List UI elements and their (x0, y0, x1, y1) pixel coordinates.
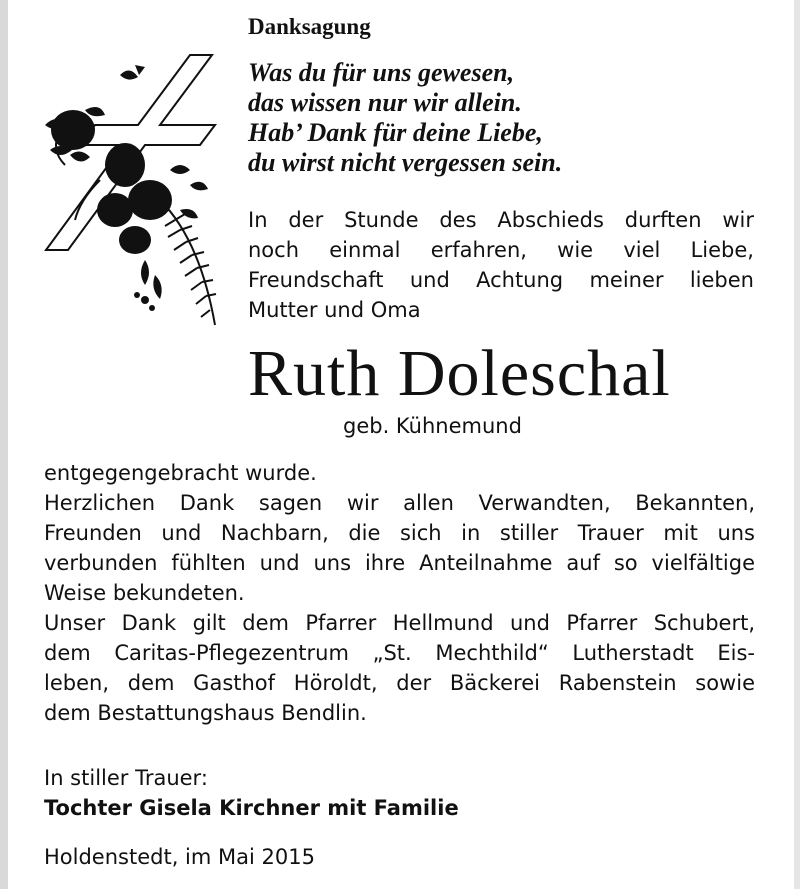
body-line: leben, dem Gasthof Höroldt, der Bäckerei Rabenstein sowie (44, 671, 755, 695)
right-border (794, 0, 800, 889)
body-line: verbunden fühlten und uns ihre Anteilnahme auf so vielfältige (44, 551, 755, 575)
body-line: Herzlichen Dank sagen wir allen Verwandten, Bekannten, (44, 491, 755, 515)
intro-line: Freundschaft und Achtung meiner lieben (248, 268, 754, 292)
body-line: dem Bestattungshaus Bendlin. (44, 701, 367, 725)
mourners: Tochter Gisela Kirchner mit Familie (44, 796, 459, 820)
poem-line: Was du für uns gewesen, (248, 58, 515, 87)
poem-line: du wirst nicht vergessen sein. (248, 148, 563, 177)
intro-line: In der Stunde des Abschieds durften wir (248, 208, 754, 232)
body-line: Weise bekundeten. (44, 581, 245, 605)
closing-label: In stiller Trauer: (44, 766, 208, 790)
intro-line: Mutter und Oma (248, 298, 421, 322)
body-line: entgegengebracht wurde. (44, 461, 317, 485)
body-line: Unser Dank gilt dem Pfarrer Hellmund und Pfarrer Schubert, (44, 611, 755, 635)
cross-with-roses-icon (40, 50, 230, 330)
poem-line: Hab’ Dank für deine Liebe, (248, 118, 543, 147)
poem (248, 58, 768, 178)
intro-paragraph (248, 205, 754, 325)
birth-name: geb. Kühnemund (343, 414, 522, 438)
place-date: Holdenstedt, im Mai 2015 (44, 845, 315, 869)
heading: Danksagung (248, 14, 371, 39)
thanks-paragraph (44, 458, 755, 728)
body-line: Freunden und Nachbarn, die sich in stiller Trauer mit uns (44, 521, 755, 545)
intro-line: noch einmal erfahren, wie viel Liebe, (248, 238, 754, 262)
left-border (0, 0, 8, 889)
body-line: dem Caritas-Pflegezentrum „St. Mechthild“ Lutherstadt Eis- (44, 641, 755, 665)
poem-line: das wissen nur wir allein. (248, 88, 522, 117)
closing (44, 763, 744, 823)
deceased-name: Ruth Doleschal (248, 337, 671, 410)
